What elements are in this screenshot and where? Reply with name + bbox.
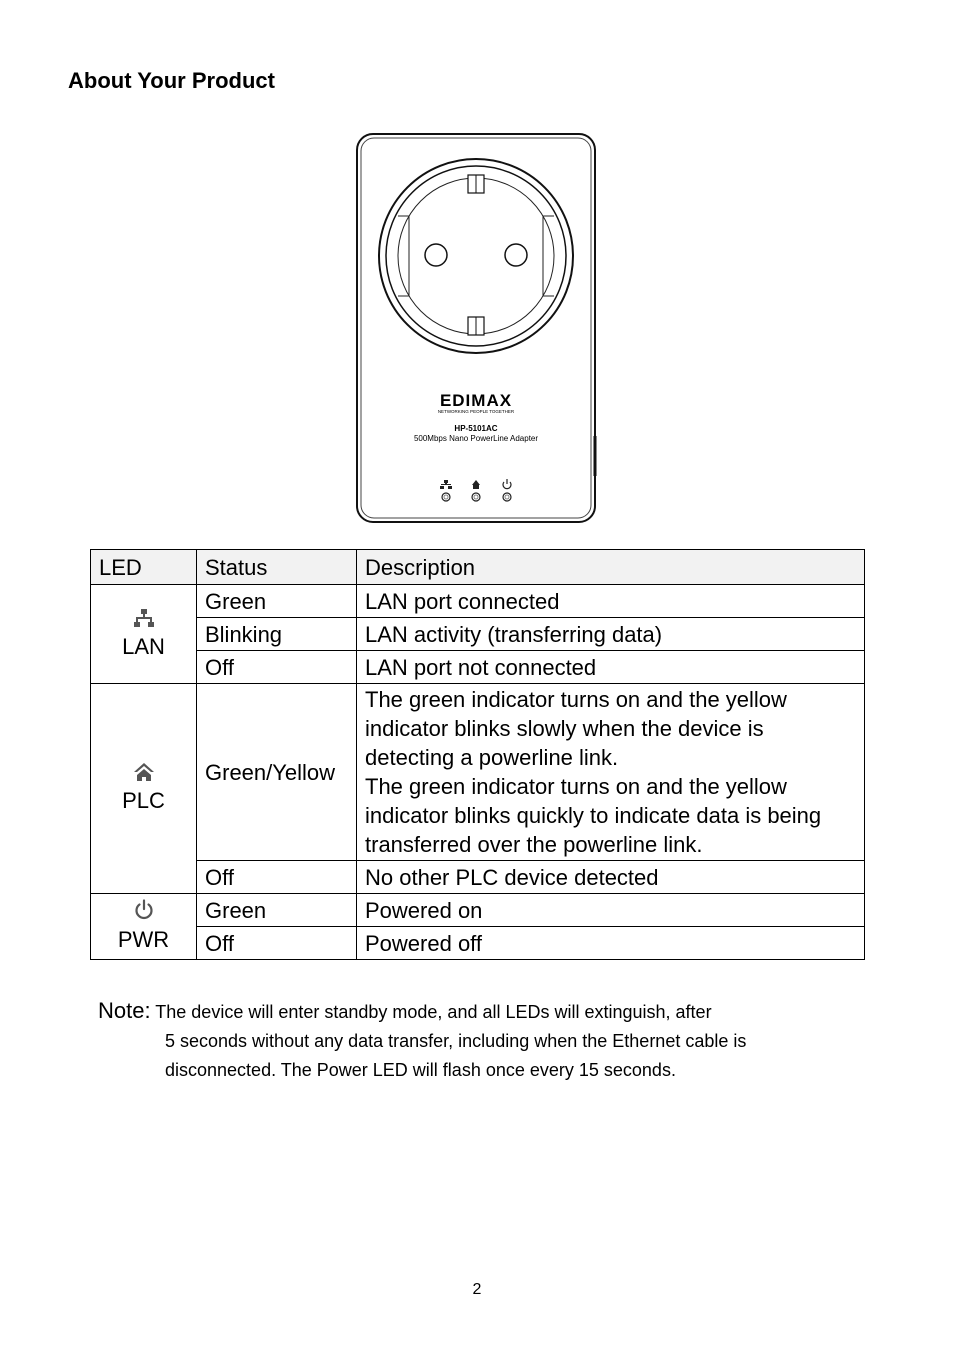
page-heading: About Your Product [68,68,275,93]
status-cell: Green [197,894,357,927]
device-illustration [354,131,598,525]
model-label: HP-5101AC [454,424,498,433]
status-cell: Green [197,585,357,618]
device-led-lan [442,493,450,501]
brand-logo: EDIMAX [439,391,513,410]
lan-network-icon [134,608,154,628]
status-cell: Off [197,651,357,684]
page-number: 2 [472,1281,482,1298]
led-status-table [90,549,865,960]
status-cell: Off [197,861,357,894]
home-icon [133,762,155,782]
description-cell: No other PLC device detected [357,861,865,894]
note-line-1: The device will enter standby mode, and all LEDs will extinguish, after [155,1002,712,1022]
led-label-lan: LAN [122,633,165,659]
table-row [91,684,865,861]
description-text-slow: The green indicator turns on and the yellow indicator blinks slowly when the device is detecting a powerline link. [365,687,787,770]
note-line-3: disconnected. The Power LED will flash once every 15 seconds. [165,1060,676,1080]
table-header-row [91,550,865,585]
description-cell: LAN port not connected [357,651,865,684]
note-line-2: 5 seconds without any data transfer, including when the Ethernet cable is [165,1031,747,1051]
table-row [91,894,865,927]
led-cell-plc [91,684,197,894]
status-cell: Green/Yellow [197,684,357,861]
led-cell-lan [91,585,197,684]
header-status: Status [197,550,357,585]
description-cell [357,684,865,861]
table-row [91,618,865,651]
status-cell: Off [197,927,357,960]
description-text-fast: The green indicator turns on and the yellow indicator blinks quickly to indicate data is being transferred over the powerline link. [365,774,822,857]
device-led-pwr [503,493,511,501]
table-row [91,651,865,684]
table-row [91,585,865,618]
powerline-adapter-drawing [354,131,598,525]
status-cell: Blinking [197,618,357,651]
note-label: Note: [98,998,151,1023]
note-block [98,996,858,1085]
header-description: Description [357,550,865,585]
table-row [91,861,865,894]
table-row [91,927,865,960]
description-cell: LAN port connected [357,585,865,618]
led-cell-pwr [91,894,197,960]
device-led-plc [472,493,480,501]
led-label-plc: PLC [122,788,165,813]
description-cell: Powered off [357,927,865,960]
description-cell: Powered on [357,894,865,927]
description-cell: LAN activity (transferring data) [357,618,865,651]
header-led: LED [91,550,197,585]
power-icon [134,899,154,921]
led-label-pwr: PWR [117,927,170,952]
brand-tagline: NETWORKING PEOPLE TOGETHER [437,409,515,414]
product-label: 500Mbps Nano PowerLine Adapter [413,434,539,443]
